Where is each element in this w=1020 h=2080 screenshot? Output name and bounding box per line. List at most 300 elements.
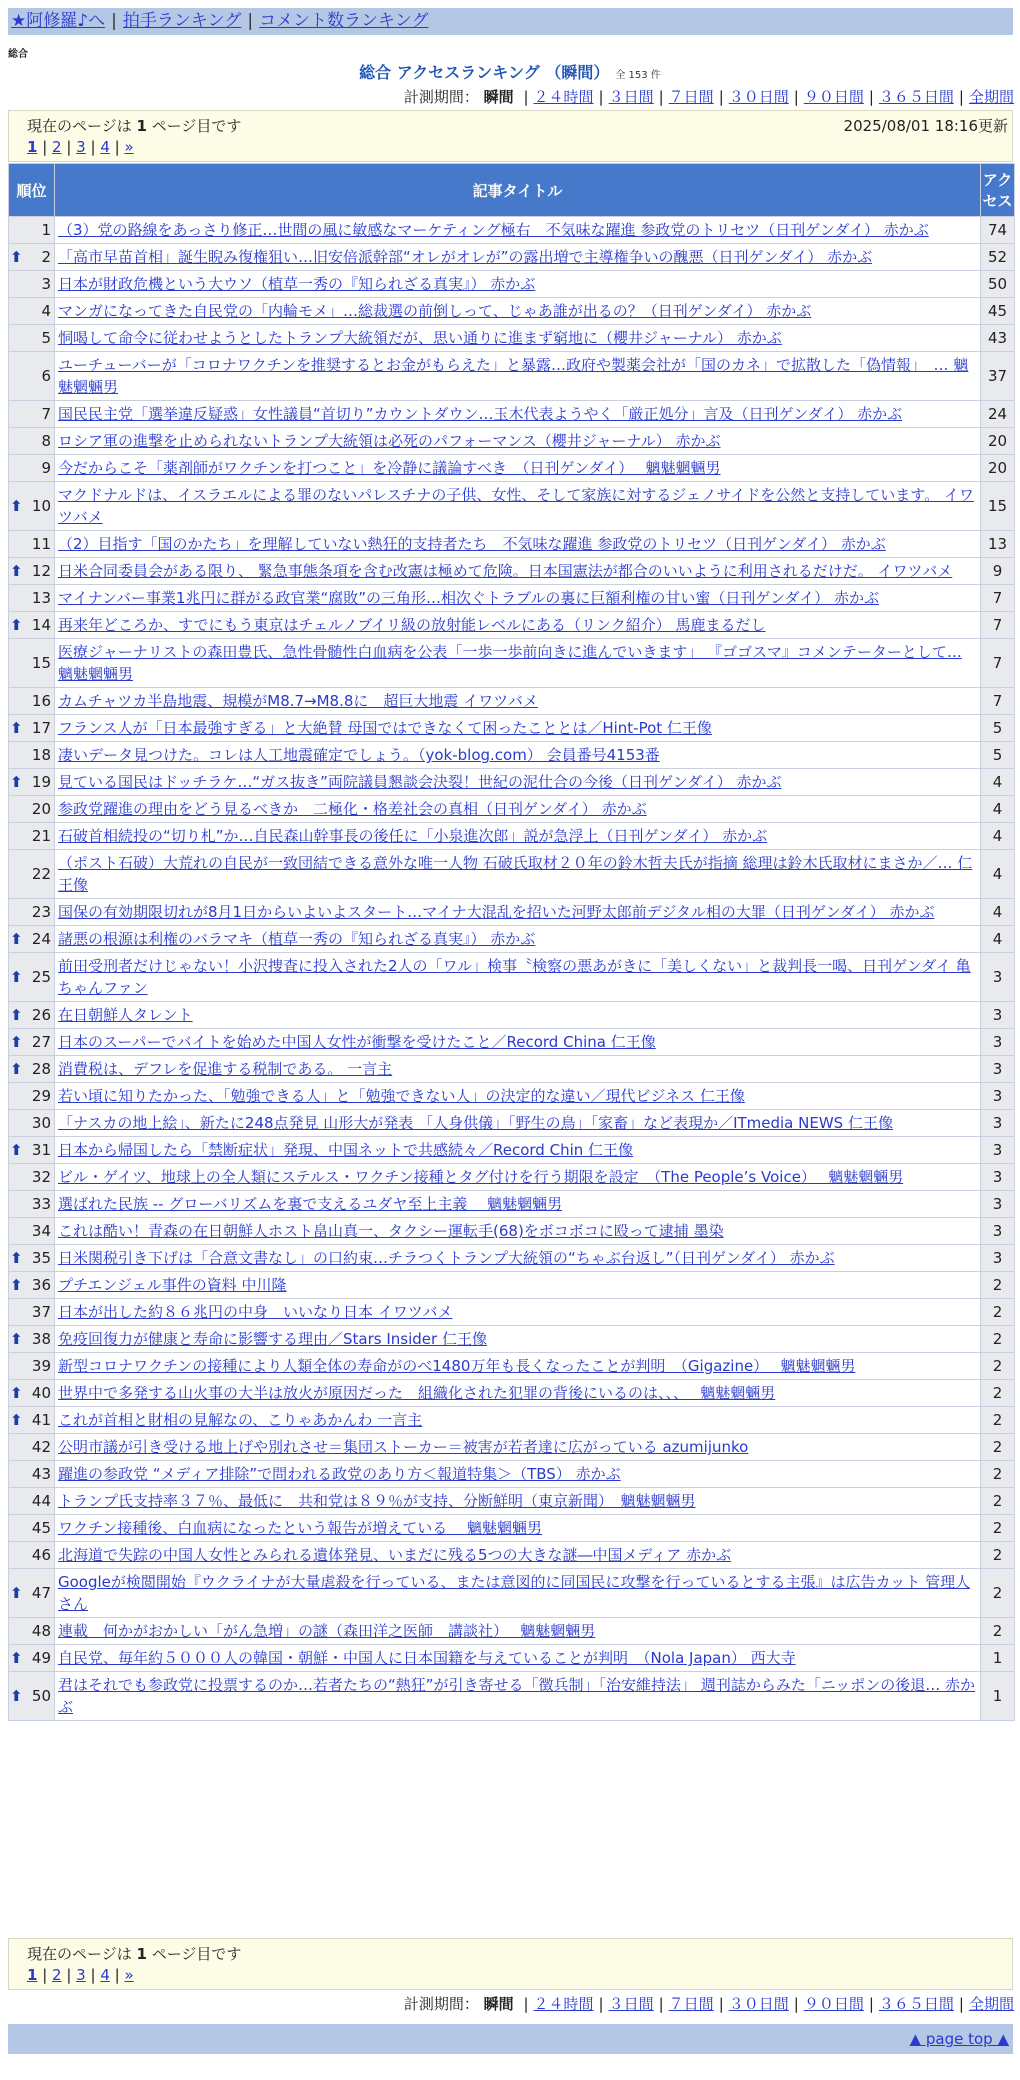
article-link[interactable]: 若い頃に知りたかった、「勉強できる人」と「勉強できない人」の決定的な違い／現代ビジネス 仁王像 [58, 1087, 745, 1105]
access-count: 45 [981, 298, 1015, 325]
article-link[interactable]: ロシア軍の進撃を止められないトランプ大統領は必死のパフォーマンス（櫻井ジャーナル） 赤かぶ [58, 432, 721, 450]
title-cell [55, 1029, 981, 1056]
rank-cell [9, 1083, 55, 1110]
page-link[interactable]: 2 [52, 1966, 62, 1984]
rank-up-arrow-icon: ⬆ [10, 1584, 23, 1602]
title-cell [55, 244, 981, 271]
table-row [9, 769, 1015, 796]
title-cell [55, 769, 981, 796]
period-link[interactable]: ７日間 [668, 1995, 714, 2013]
rank-number: 18 [31, 746, 51, 764]
access-count: 3 [981, 1002, 1015, 1029]
article-link[interactable]: 「高市早苗首相」誕生睨み復権狙い…旧安倍派幹部“オレがオレが”の露出増で主導権争いの醜悪（日刊ゲンダイ） 赤かぶ [58, 248, 873, 266]
separator: | [111, 11, 117, 31]
rank-up-arrow-icon: ⬆ [10, 562, 23, 580]
rank-cell [9, 1380, 55, 1407]
separator: | [793, 1995, 799, 2013]
rank-number: 8 [41, 432, 51, 450]
rank-cell [9, 325, 55, 352]
rank-up-arrow-icon: ⬆ [10, 1249, 23, 1267]
access-count: 1 [981, 1672, 1015, 1721]
separator: | [598, 1995, 604, 2013]
period-link[interactable]: ３０日間 [728, 88, 789, 106]
rank-number: 47 [31, 1584, 51, 1602]
rank-cell [9, 1515, 55, 1542]
title-cell [55, 1542, 981, 1569]
page-link[interactable]: 4 [100, 1966, 110, 1984]
period-link[interactable]: 全期間 [968, 88, 1014, 106]
separator: | [793, 88, 799, 106]
period-label: 計測期間： [403, 1995, 479, 2013]
separator: | [523, 88, 529, 106]
rank-up-arrow-icon: ⬆ [10, 1060, 23, 1078]
title-cell [55, 850, 981, 899]
article-link[interactable]: 日米合同委員会がある限り、 緊急事態条項を含む改憲は極めて危険。日本国憲法が都合のいいように利用されるだけだ。 イワツバメ [58, 562, 953, 580]
table-row [9, 823, 1015, 850]
title-cell [55, 1191, 981, 1218]
title-cell [55, 688, 981, 715]
article-link[interactable]: 凄いデータ見つけた。コレは人工地震確定でしょう。（yok-blog.com） 会員番号4153番 [58, 746, 660, 764]
access-count: 43 [981, 325, 1015, 352]
article-link[interactable]: （3）党の路線をあっさり修正…世間の風に敏感なマーケティング極右 不気味な躍進 参政党のトリセツ（日刊ゲンダイ） 赤かぶ [58, 221, 929, 239]
rank-cell [9, 244, 55, 271]
table-row [9, 1407, 1015, 1434]
title-cell [55, 899, 981, 926]
page-info-bottom [8, 1938, 1013, 1990]
rank-up-arrow-icon: ⬆ [10, 1330, 23, 1348]
article-link[interactable]: 在日朝鮮人タレント [58, 1006, 193, 1024]
article-link[interactable]: （ポスト石破）大荒れの自民が一致団結できる意外な唯一人物 石破氏取材２０年の鈴木哲夫氏が指摘 総理は鈴木氏取材にまさか／… 仁王像 [58, 854, 973, 894]
separator: | [718, 1995, 724, 2013]
article-link[interactable]: 前田受刑者だけじゃない！小沢捜査に投入された2人の「ワル」検事〝検察の悪あがきに「美しくない」と裁判長一喝、日刊ゲンダイ 亀ちゃんファン [58, 957, 971, 997]
rank-cell [9, 1461, 55, 1488]
article-link[interactable]: マクドナルドは、イスラエルによる罪のないパレスチナの子供、女性、そして家族に対するジェノサイドを公然と支持しています。 イワツバメ [58, 486, 974, 526]
rank-cell [9, 1542, 55, 1569]
rank-up-arrow-icon: ⬆ [10, 248, 23, 266]
rank-number: 13 [31, 589, 51, 607]
pager [27, 138, 134, 156]
access-count: 7 [981, 612, 1015, 639]
access-count: 4 [981, 899, 1015, 926]
article-link[interactable]: 世界中で多発する山火事の大半は放火が原因だった 組織化された犯罪の背後にいるのは、、、 魑魅魍魎男 [58, 1384, 776, 1402]
rank-number: 33 [31, 1195, 51, 1213]
rank-cell [9, 769, 55, 796]
rank-cell [9, 715, 55, 742]
article-link[interactable]: 自民党、毎年約５０００人の韓国・朝鮮・中国人に日本国籍を与えていることが判明 （Nola Japan） 西大寺 [58, 1649, 796, 1667]
rank-up-arrow-icon: ⬆ [10, 719, 23, 737]
rank-cell [9, 1407, 55, 1434]
access-count: 52 [981, 244, 1015, 271]
period-link[interactable]: ３０日間 [728, 1995, 789, 2013]
article-link[interactable]: 今だからこそ「薬剤師がワクチンを打つこと」を冷静に議論すべき （日刊ゲンダイ） 魑魅魍魎男 [58, 459, 721, 477]
page-link-current[interactable]: 1 [27, 138, 38, 156]
table-row [9, 401, 1015, 428]
title-cell [55, 1645, 981, 1672]
table-row [9, 926, 1015, 953]
access-count: 2 [981, 1326, 1015, 1353]
article-link[interactable]: 北海道で失踪の中国人女性とみられる遺体発見、いまだに残る5つの大きな謎―中国メディア 赤かぶ [58, 1546, 732, 1564]
rank-number: 24 [31, 930, 51, 948]
rank-number: 27 [31, 1033, 51, 1051]
title-cell [55, 352, 981, 401]
rank-cell [9, 1191, 55, 1218]
article-link[interactable]: 「ナスカの地上絵」、新たに248点発見 山形大が発表 「人身供儀」「野生の鳥」「家畜」など表現か／ITmedia NEWS 仁王像 [58, 1114, 893, 1132]
access-count: 4 [981, 823, 1015, 850]
period-current: 瞬間 [483, 88, 514, 106]
title-cell [55, 742, 981, 769]
page-top-link[interactable]: ▲ page top ▲ [909, 2030, 1009, 2048]
rank-up-arrow-icon: ⬆ [10, 1411, 23, 1429]
period-link[interactable]: ２４時間 [533, 88, 594, 106]
title-cell [55, 401, 981, 428]
separator: | [658, 88, 664, 106]
article-link[interactable]: 新型コロナワクチンの接種により人類全体の寿命がのべ1480万年も長くなったことが判明 （Gigazine） 魑魅魍魎男 [58, 1357, 856, 1375]
rank-cell [9, 298, 55, 325]
separator: | [61, 1966, 77, 1984]
access-count: 2 [981, 1515, 1015, 1542]
rank-number: 7 [41, 405, 51, 423]
access-count: 20 [981, 428, 1015, 455]
article-link[interactable]: Googleが検閲開始『ウクライナが大量虐殺を行っている、または意図的に同国民に攻撃を行っているとする主張』は広告カット 管理人さん [58, 1573, 971, 1613]
rank-number: 28 [31, 1060, 51, 1078]
separator: | [61, 138, 77, 156]
article-link[interactable]: フランス人が「日本最強すぎる」と大絶賛 母国ではできなくて困ったこととは／Hint-Pot 仁王像 [58, 719, 712, 737]
article-link[interactable]: プチエンジェル事件の資料 中川隆 [58, 1276, 287, 1294]
article-link[interactable]: 日本から帰国したら「禁断症状」発現、中国ネットで共感続々／Record Chin 仁王像 [58, 1141, 634, 1159]
article-link[interactable]: 日米関税引き下げは「合意文書なし」の口約束…チラつくトランプ大統領の“ちゃぶ台返し”（日刊ゲンダイ） 赤かぶ [58, 1249, 835, 1267]
rank-number: 25 [31, 968, 51, 986]
section-label: 総合 [8, 49, 28, 60]
rank-cell [9, 401, 55, 428]
title-header: 記事タイトル [55, 164, 981, 217]
rank-number: 32 [31, 1168, 51, 1186]
table-row [9, 742, 1015, 769]
table-row [9, 1488, 1015, 1515]
article-link[interactable]: 恫喝して命令に従わせようとしたトランプ大統領だが、思い通りに進まず窮地に（櫻井ジャーナル） 赤かぶ [58, 329, 782, 347]
rank-number: 26 [31, 1006, 51, 1024]
rank-cell [9, 1056, 55, 1083]
table-row [9, 558, 1015, 585]
article-link[interactable]: マイナンバー事業1兆円に群がる政官業“腐敗”の三角形…相次ぐトラブルの裏に巨額利権の甘い蜜（日刊ゲンダイ） 赤かぶ [58, 589, 879, 607]
rank-cell [9, 850, 55, 899]
access-count: 3 [981, 1245, 1015, 1272]
separator: | [868, 1995, 874, 2013]
access-count: 2 [981, 1488, 1015, 1515]
separator: | [598, 88, 604, 106]
rank-number: 22 [31, 865, 51, 883]
rank-cell [9, 1326, 55, 1353]
table-row [9, 298, 1015, 325]
rank-number: 19 [31, 773, 51, 791]
rank-cell [9, 482, 55, 531]
page-title: 総合 アクセスランキング （瞬間） [359, 63, 610, 82]
rank-up-arrow-icon: ⬆ [10, 1141, 23, 1159]
rank-cell [9, 1137, 55, 1164]
rank-cell [9, 271, 55, 298]
rank-number: 35 [31, 1249, 51, 1267]
title-cell [55, 1488, 981, 1515]
page-link[interactable]: 3 [76, 138, 86, 156]
article-link[interactable]: 参政党躍進の理由をどう見るべきか 二極化・格差社会の真相（日刊ゲンダイ） 赤かぶ [58, 800, 647, 818]
rank-number: 42 [31, 1438, 51, 1456]
access-count: 7 [981, 688, 1015, 715]
period-link[interactable]: ３日間 [608, 1995, 654, 2013]
title-cell [55, 455, 981, 482]
article-link[interactable]: 消費税は、デフレを促進する税制である。 一言主 [58, 1060, 393, 1078]
access-count: 4 [981, 850, 1015, 899]
access-header: アクセス [981, 164, 1015, 217]
rank-cell [9, 899, 55, 926]
title-cell [55, 428, 981, 455]
access-count: 2 [981, 1461, 1015, 1488]
period-link[interactable]: ９０日間 [803, 88, 864, 106]
table-row [9, 428, 1015, 455]
period-link[interactable]: ３６５日間 [878, 88, 954, 106]
title-cell [55, 1137, 981, 1164]
rank-number: 12 [31, 562, 51, 580]
table-row [9, 850, 1015, 899]
separator: | [37, 1966, 53, 1984]
rank-cell [9, 558, 55, 585]
article-link[interactable]: 君はそれでも参政党に投票するのか…若者たちの“熱狂”が引き寄せる「徴兵制」「治安維持法」 週刊誌からみた「ニッポンの後退… 赤かぶ [58, 1676, 975, 1716]
rank-up-arrow-icon: ⬆ [10, 1033, 23, 1051]
access-count: 13 [981, 531, 1015, 558]
rank-cell [9, 455, 55, 482]
rank-cell [9, 1029, 55, 1056]
article-link[interactable]: ユーチューバーが「コロナワクチンを推奨するとお金がもらえた」と暴露…政府や製薬会社が「国のカネ」で拡散した「偽情報」 … 魑魅魍魎男 [58, 356, 969, 396]
article-link[interactable]: 公明市議が引き受ける地上げや別れさせ＝集団ストーカー＝被害が若者達に広がっている azumijunko [58, 1438, 749, 1456]
table-row [9, 1515, 1015, 1542]
access-count: 4 [981, 926, 1015, 953]
table-row [9, 1353, 1015, 1380]
access-count: 5 [981, 742, 1015, 769]
period-label: 計測期間： [403, 88, 479, 106]
next-page-link[interactable]: » [124, 1966, 134, 1984]
rank-cell [9, 926, 55, 953]
table-row [9, 1542, 1015, 1569]
title-cell [55, 926, 981, 953]
rank-cell [9, 688, 55, 715]
period-link[interactable]: 全期間 [968, 1995, 1014, 2013]
title-cell [55, 1569, 981, 1618]
article-link[interactable]: 再来年どころか、すでにもう東京はチェルノブイリ級の放射能レベルにある（リンク紹介） 馬鹿まるだし [58, 616, 766, 634]
title-cell [55, 531, 981, 558]
title-cell [55, 1164, 981, 1191]
rank-number: 14 [31, 616, 51, 634]
title-cell [55, 325, 981, 352]
article-link[interactable]: 選ばれた民族 -- グローバリズムを裏で支えるユダヤ至上主義 魑魅魍魎男 [58, 1195, 563, 1213]
access-count: 7 [981, 639, 1015, 688]
clap-ranking-link[interactable]: 拍手ランキング [122, 11, 242, 31]
access-count: 2 [981, 1380, 1015, 1407]
table-row [9, 325, 1015, 352]
access-count: 3 [981, 1110, 1015, 1137]
access-count: 4 [981, 769, 1015, 796]
updated-time: 2025/08/01 18:16更新 [843, 117, 1008, 135]
article-link[interactable]: 日本が出した約８６兆円の中身 いいなり日本 イワツバメ [58, 1303, 453, 1321]
article-link[interactable]: （2）目指す「国のかたち」を理解していない熱狂的支持者たち 不気味な躍進 参政党のトリセツ（日刊ゲンダイ） 赤かぶ [58, 535, 886, 553]
article-link[interactable]: 連載 何かがおかしい「がん急増」の謎（森田洋之医師 講談社） 魑魅魍魎男 [58, 1622, 596, 1640]
rank-number: 11 [31, 535, 51, 553]
article-link[interactable]: 石破首相続投の“切り札”か…自民森山幹事長の後任に「小泉進次郎」説が急浮上（日刊ゲンダイ） 赤かぶ [58, 827, 768, 845]
title-cell [55, 1056, 981, 1083]
article-link[interactable]: 躍進の参政党 “メディア排除”で問われる政党のあり方＜報道特集＞（TBS） 赤かぶ [58, 1465, 621, 1483]
ranking-table [8, 163, 1015, 1721]
article-link[interactable]: カムチャツカ半島地震、規模がM8.7→M8.8に 超巨大地震 イワツバメ [58, 692, 538, 710]
rank-up-arrow-icon: ⬆ [10, 497, 23, 515]
table-row [9, 612, 1015, 639]
article-link[interactable]: 免疫回復力が健康と寿命に影響する理由／Stars Insider 仁王像 [58, 1330, 487, 1348]
next-page-link[interactable]: » [124, 138, 134, 156]
table-row [9, 1461, 1015, 1488]
table-row [9, 1299, 1015, 1326]
title-cell [55, 1326, 981, 1353]
pager [27, 1966, 134, 1984]
table-row [9, 1083, 1015, 1110]
table-row [9, 531, 1015, 558]
article-link[interactable]: 諸悪の根源は利権のバラマキ（植草一秀の『知られざる真実』） 赤かぶ [58, 930, 536, 948]
table-row [9, 715, 1015, 742]
article-link[interactable]: 国民民主党「選挙違反疑惑」女性議員“首切り”カウントダウン…玉木代表ようやく「厳正処分」言及（日刊ゲンダイ） 赤かぶ [58, 405, 903, 423]
access-count: 3 [981, 1191, 1015, 1218]
article-link[interactable]: 日本のスーパーでバイトを始めた中国人女性が衝撃を受けたこと／Record China 仁王像 [58, 1033, 656, 1051]
article-link[interactable]: 日本が財政危機という大ウソ（植草一秀の『知られざる真実』） 赤かぶ [58, 275, 536, 293]
period-link[interactable]: ３日間 [608, 88, 654, 106]
rank-cell [9, 1272, 55, 1299]
rank-up-arrow-icon: ⬆ [10, 1649, 23, 1667]
access-count: 4 [981, 796, 1015, 823]
title-cell [55, 217, 981, 244]
page-link[interactable]: 2 [52, 138, 62, 156]
page-link[interactable]: 3 [76, 1966, 86, 1984]
article-link[interactable]: 国保の有効期限切れが8月1日からいよいよスタート…マイナ大混乱を招いた河野太郎前デジタル相の大罪（日刊ゲンダイ） 赤かぶ [58, 903, 935, 921]
access-count: 3 [981, 1083, 1015, 1110]
table-row [9, 217, 1015, 244]
title-cell [55, 1461, 981, 1488]
rank-number: 16 [31, 692, 51, 710]
page-link[interactable]: 4 [100, 138, 110, 156]
access-count: 3 [981, 1137, 1015, 1164]
access-count: 2 [981, 1299, 1015, 1326]
article-link[interactable]: マンガになってきた自民党の「内輪モメ」…総裁選の前倒しって、じゃあ誰が出るの？（日刊ゲンダイ） 赤かぶ [58, 302, 812, 320]
article-link[interactable]: 医療ジャーナリストの森田豊氏、急性骨髄性白血病を公表「一歩一歩前向きに進んでいきます」 『ゴゴスマ』コメンテーターとして… 魑魅魍魎男 [58, 643, 962, 683]
table-row [9, 1218, 1015, 1245]
rank-up-arrow-icon: ⬆ [10, 968, 23, 986]
table-row [9, 1672, 1015, 1721]
rank-cell [9, 585, 55, 612]
title-cell [55, 1407, 981, 1434]
title-cell [55, 1672, 981, 1721]
table-row [9, 1272, 1015, 1299]
period-link[interactable]: ９０日間 [803, 1995, 864, 2013]
rank-cell [9, 1618, 55, 1645]
period-link[interactable]: ７日間 [668, 88, 714, 106]
access-count: 2 [981, 1434, 1015, 1461]
title-cell [55, 953, 981, 1002]
rank-cell [9, 1110, 55, 1137]
title-cell [55, 1353, 981, 1380]
table-row [9, 1618, 1015, 1645]
rank-number: 39 [31, 1357, 51, 1375]
period-link[interactable]: ２４時間 [533, 1995, 594, 2013]
rank-number: 49 [31, 1649, 51, 1667]
table-row [9, 1645, 1015, 1672]
title-cell [55, 482, 981, 531]
table-header-row [9, 164, 1015, 217]
rank-up-arrow-icon: ⬆ [10, 1276, 23, 1294]
page-link-current[interactable]: 1 [27, 1966, 38, 1984]
table-row [9, 352, 1015, 401]
rank-cell [9, 1672, 55, 1721]
article-link[interactable]: ビル・ゲイツ、地球上の全人類にステルス・ワクチン接種とタグ付けを行う期限を設定 （The People’s Voice） 魑魅魍魎男 [58, 1168, 904, 1186]
table-row [9, 1434, 1015, 1461]
rank-up-arrow-icon: ⬆ [10, 773, 23, 791]
period-link[interactable]: ３６５日間 [878, 1995, 954, 2013]
title-cell [55, 271, 981, 298]
title-cell [55, 1218, 981, 1245]
article-link[interactable]: ワクチン接種後、白血病になったという報告が増えている 魑魅魍魎男 [58, 1519, 543, 1537]
rank-number: 29 [31, 1087, 51, 1105]
article-link[interactable]: これは酷い！青森の在日朝鮮人ホスト畠山真一、タクシー運転手(68)をボコボコに殴って逮捕 墨染 [58, 1222, 724, 1240]
rank-cell [9, 1488, 55, 1515]
separator: | [109, 1966, 125, 1984]
table-row [9, 1380, 1015, 1407]
access-count: 3 [981, 1056, 1015, 1083]
table-row [9, 1137, 1015, 1164]
title-cell [55, 1618, 981, 1645]
separator: | [958, 1995, 964, 2013]
table-row [9, 899, 1015, 926]
period-current: 瞬間 [483, 1995, 514, 2013]
title-cell [55, 612, 981, 639]
rank-number: 31 [31, 1141, 51, 1159]
access-count: 7 [981, 585, 1015, 612]
title-cell [55, 1110, 981, 1137]
rank-up-arrow-icon: ⬆ [10, 616, 23, 634]
rank-up-arrow-icon: ⬆ [10, 1006, 23, 1024]
access-count: 2 [981, 1618, 1015, 1645]
article-link[interactable]: 見ている国民はドッチラケ…“ガス抜き”両院議員懇談会決裂！世紀の泥仕合の今後（日刊ゲンダイ） 赤かぶ [58, 773, 782, 791]
table-row [9, 1326, 1015, 1353]
top-navigation-bar [8, 8, 1013, 35]
rank-number: 6 [41, 367, 51, 385]
article-link[interactable]: トランプ氏支持率３７％、最低に 共和党は８９％が支持、分断鮮明（東京新聞） 魑魅魍魎男 [58, 1492, 696, 1510]
access-count: 2 [981, 1542, 1015, 1569]
table-row [9, 1056, 1015, 1083]
table-row [9, 1029, 1015, 1056]
access-count: 2 [981, 1407, 1015, 1434]
rank-up-arrow-icon: ⬆ [10, 1687, 23, 1705]
rank-number: 43 [31, 1465, 51, 1483]
table-row [9, 1569, 1015, 1618]
title-cell [55, 1083, 981, 1110]
period-selector-bottom [404, 1993, 1014, 2014]
article-link[interactable]: これが首相と財相の見解なの、こりゃあかんわ 一言主 [58, 1411, 423, 1429]
home-link[interactable]: ★阿修羅♪へ [11, 11, 106, 31]
rank-cell [9, 352, 55, 401]
rank-number: 9 [41, 459, 51, 477]
rank-up-arrow-icon: ⬆ [10, 930, 23, 948]
rank-number: 5 [41, 329, 51, 347]
title-cell [55, 1515, 981, 1542]
rank-number: 21 [31, 827, 51, 845]
access-count: 2 [981, 1569, 1015, 1618]
title-cell [55, 1434, 981, 1461]
rank-cell [9, 1245, 55, 1272]
rank-number: 15 [31, 654, 51, 672]
footer-bar [8, 2024, 1013, 2054]
comment-ranking-link[interactable]: コメント数ランキング [259, 11, 429, 31]
